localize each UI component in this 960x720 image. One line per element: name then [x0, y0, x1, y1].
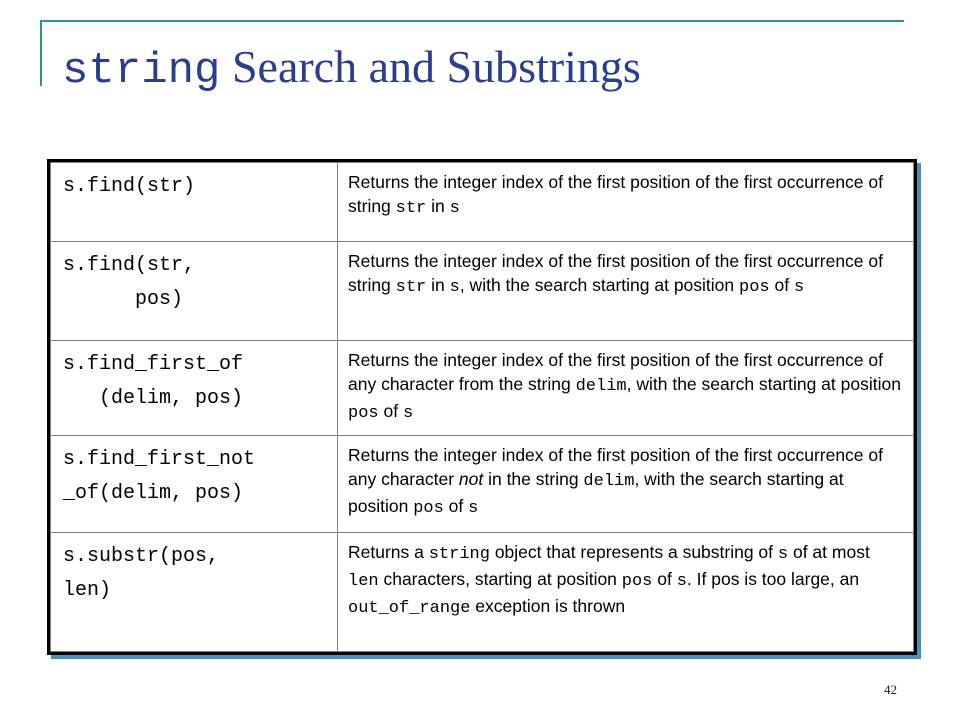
inline-code: len	[348, 572, 379, 591]
slide-title	[62, 40, 641, 96]
description-text: Returns the integer index of the first position of the first occurrence of string	[348, 251, 883, 295]
inline-code: pos	[348, 404, 379, 423]
inline-code: pos	[739, 278, 770, 297]
inline-code: str	[395, 278, 427, 297]
description-text: , with the search starting at position	[348, 469, 844, 516]
frame-top-line	[40, 20, 904, 22]
description-cell	[338, 436, 914, 533]
method-cell: s.find(str)	[51, 163, 338, 242]
description-text: Returns the integer index of the first position of the first occurrence of any character from the string	[348, 350, 883, 394]
inline-code: delim	[575, 377, 627, 396]
inline-code: string	[428, 545, 490, 564]
description-text: of	[652, 569, 677, 589]
description-text: Returns a	[348, 542, 429, 562]
table-row	[51, 436, 914, 533]
description-text: exception is thrown	[470, 596, 626, 616]
inline-code: s	[402, 404, 414, 423]
inline-code: s	[777, 545, 789, 564]
methods-table	[47, 159, 917, 655]
inline-code: s	[449, 278, 460, 297]
description-text: Returns the integer index of the first position of the first occurrence of any character	[348, 445, 883, 489]
description-text: of at most	[788, 542, 870, 562]
method-cell: s.substr(pos, len)	[51, 533, 338, 652]
table-row	[51, 533, 914, 652]
inline-code: s	[793, 278, 805, 297]
description-text: . If pos is too large, an	[686, 569, 860, 589]
slide-title-text: Search and Substrings	[220, 41, 641, 92]
description-text: , with the search starting at position	[626, 374, 901, 394]
description-text: object that represents a substring of	[489, 542, 778, 562]
description-text: in the string	[483, 469, 584, 489]
table-row	[51, 341, 914, 436]
inline-code: out_of_range	[348, 599, 471, 618]
inline-code: delim	[583, 472, 635, 491]
inline-code: pos	[413, 499, 444, 518]
description-text: in	[426, 275, 450, 295]
description-text: of	[378, 401, 403, 421]
description-text: in	[426, 196, 450, 216]
description-text: of	[769, 275, 794, 295]
description-text: of	[443, 496, 469, 516]
inline-code: s	[676, 572, 687, 591]
frame-left-line	[40, 20, 42, 86]
inline-code: s	[449, 199, 460, 218]
description-cell	[338, 163, 914, 242]
method-cell: s.find(str, pos)	[51, 242, 338, 341]
method-cell: s.find_first_not _of(delim, pos)	[51, 436, 338, 533]
description-cell	[338, 341, 914, 436]
method-cell: s.find_first_of (delim, pos)	[51, 341, 338, 436]
description-cell	[338, 533, 914, 652]
table-row	[51, 163, 914, 242]
page-number: 42	[884, 682, 897, 697]
inline-code: s	[468, 499, 479, 518]
description-text: Returns the integer index of the first position of the first occurrence of string	[348, 172, 883, 216]
emphasis-text: not	[458, 469, 484, 489]
table-row	[51, 242, 914, 341]
slide-title-code: string	[62, 46, 221, 96]
description-text: characters, starting at position	[378, 569, 622, 589]
inline-code: pos	[621, 572, 653, 591]
description-text: , with the search starting at position	[459, 275, 739, 295]
description-cell	[338, 242, 914, 341]
inline-code: str	[395, 199, 427, 218]
